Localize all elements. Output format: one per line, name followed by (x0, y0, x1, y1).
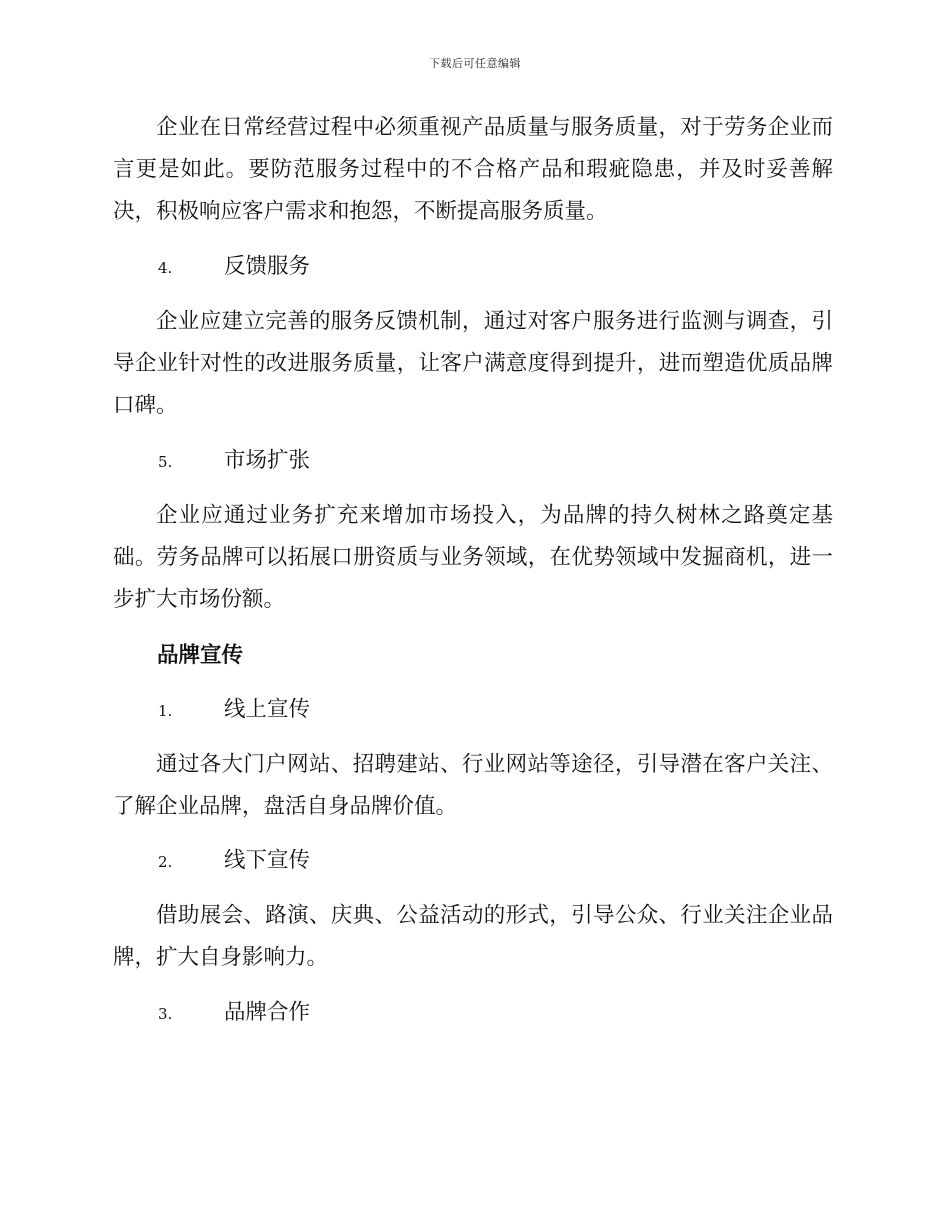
list-number: 2. (158, 853, 173, 871)
list-item-feedback-service (113, 252, 833, 283)
paragraph-offline (113, 895, 833, 979)
header-note: 下载后可任意编辑 (429, 57, 521, 70)
paragraph-online (113, 744, 833, 828)
paragraph-text: 企业应通过业务扩充来增加市场投入，为品牌的持久树林之路奠定基础。劳务品牌可以拓展口册资质与业务领域，在优势领域中发掘商机，进一步扩大市场份额。 (113, 503, 833, 612)
list-item-offline-promotion (113, 846, 833, 877)
list-item-market-expansion (113, 446, 833, 477)
paragraph-market (113, 495, 833, 621)
list-number: 5. (158, 453, 173, 471)
paragraph-text: 通过各大门户网站、招聘建站、行业网站等途径，引导潜在客户关注、了解企业品牌，盘活自身品牌价值。 (113, 752, 833, 819)
list-label: 市场扩张 (224, 448, 311, 473)
list-item-online-promotion (113, 695, 833, 726)
list-label: 品牌合作 (224, 1000, 311, 1025)
paragraph-text: 企业应建立完善的服务反馈机制，通过对客户服务进行监测与调查，引导企业针对性的改进服务质量，让客户满意度得到提升，进而塑造优质品牌口碑。 (113, 309, 833, 418)
list-number: 3. (158, 1005, 173, 1023)
section-heading: 品牌宣传 (157, 643, 244, 668)
paragraph-feedback (113, 301, 833, 427)
list-number: 1. (158, 702, 173, 720)
list-label: 反馈服务 (224, 254, 311, 279)
list-label: 线上宣传 (224, 697, 311, 722)
list-number: 4. (158, 259, 173, 277)
paragraph-quality (113, 107, 833, 233)
paragraph-text: 借助展会、路演、庆典、公益活动的形式，引导公众、行业关注企业品牌，扩大自身影响力。 (113, 903, 833, 970)
list-item-brand-cooperation (113, 998, 833, 1029)
paragraph-text: 企业在日常经营过程中必须重视产品质量与服务质量，对于劳务企业而言更是如此。要防范服务过程中的不合格产品和瑕疵隐患，并及时妥善解决，积极响应客户需求和抱怨，不断提高服务质量。 (113, 115, 833, 224)
list-label: 线下宣传 (224, 848, 311, 873)
